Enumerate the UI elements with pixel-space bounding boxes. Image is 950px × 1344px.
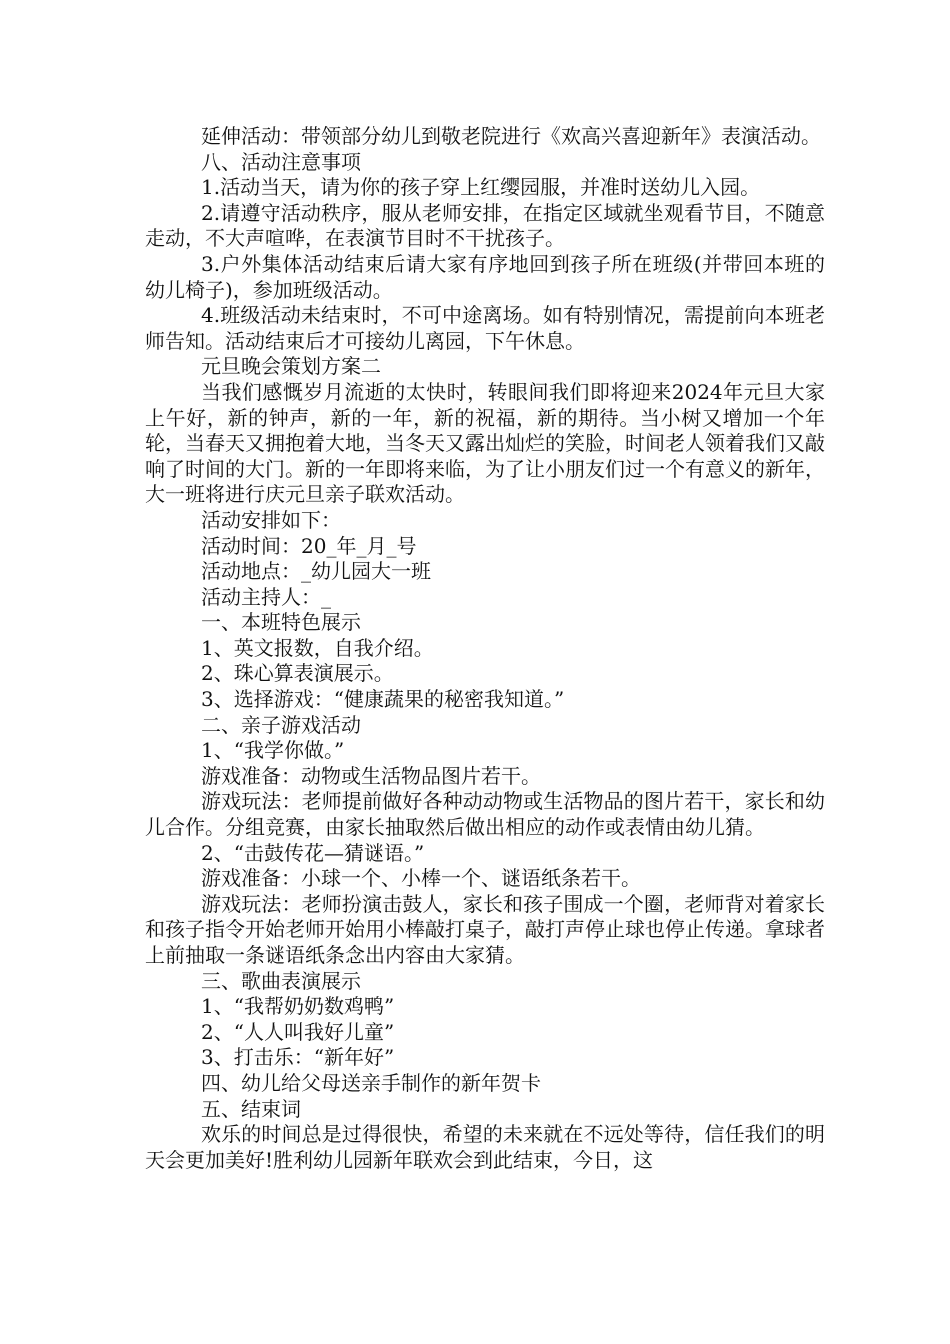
paragraph-extension-activity: 延伸活动：带领部分幼儿到敬老院进行《欢高兴喜迎新年》表演活动。 — [201, 124, 821, 148]
list-item: 2、“击鼓传花—猜谜语。” — [201, 840, 425, 865]
heading-section-3: 三、歌曲表演展示 — [201, 968, 361, 993]
list-item: 3、打击乐：“新年好” — [201, 1045, 395, 1070]
paragraph-game-rules: 游戏玩法：老师扮演击鼓人，家长和孩子围成一个圈，老师背对着家长和孩子指令开始老师开始用小棒敲打桌子，敲打声停止球也停止传递。拿球者上前抽取一条谜语纸条念出内容由大家猜。 — [145, 891, 825, 967]
list-item: 1.活动当天，请为你的孩子穿上红缨园服，并准时送幼儿入园。 — [201, 175, 761, 200]
heading-section-8: 八、活动注意事项 — [201, 149, 361, 174]
list-item: 1、“我学你做。” — [201, 738, 345, 763]
list-item: 2、珠心算表演展示。 — [201, 661, 394, 686]
list-item: 2、“人人叫我好儿童” — [201, 1019, 395, 1044]
list-item: 1、英文报数，自我介绍。 — [201, 635, 434, 660]
paragraph-location: 活动地点：_幼儿园大一班 — [201, 559, 431, 584]
heading-section-4: 四、幼儿给父母送亲手制作的新年贺卡 — [201, 1070, 541, 1095]
list-item: 2.请遵守活动秩序，服从老师安排，在指定区域就坐观看节目，不随意走动，不大声喧哗，在表演节目时不干扰孩子。 — [145, 200, 825, 251]
list-item: 1、“我帮奶奶数鸡鸭” — [201, 994, 395, 1019]
paragraph-time: 活动时间：20_年_月_号 — [201, 533, 417, 558]
heading-section-5: 五、结束词 — [201, 1096, 301, 1121]
paragraph-game-prep: 游戏准备：小球一个、小棒一个、谜语纸条若干。 — [201, 866, 641, 891]
heading-section-1: 一、本班特色展示 — [201, 610, 361, 635]
paragraph-host: 活动主持人：_ — [201, 584, 331, 609]
paragraph-schedule: 活动安排如下： — [201, 507, 341, 532]
document-body — [145, 124, 825, 1173]
paragraph-game-prep: 游戏准备：动物或生活物品图片若干。 — [201, 763, 541, 788]
paragraph-intro: 当我们感慨岁月流逝的太快时，转眼间我们即将迎来2024年元旦大家上午好，新的钟声，新的一年，新的祝福，新的期待。当小树又增加一个年轮，当春天又拥抱着大地，当冬天又露出灿烂的笑脸，时间老人领着我们又敲响了时间的大门。新的一年即将来临，为了让小朋友们过一个有意义的新年，大一班将进行庆元旦亲子联欢活动。 — [145, 379, 825, 507]
heading-section-2: 二、亲子游戏活动 — [201, 712, 361, 737]
list-item: 3.户外集体活动结束后请大家有序地回到孩子所在班级(并带回本班的幼儿椅子)，参加班级活动。 — [145, 251, 825, 302]
paragraph-closing: 欢乐的时间总是过得很快，希望的未来就在不远处等待，信任我们的明天会更加美好!胜利幼儿园新年联欢会到此结束，今日，这 — [145, 1122, 825, 1172]
heading-plan-two: 元旦晚会策划方案二 — [201, 354, 381, 379]
paragraph-game-rules: 游戏玩法：老师提前做好各种动动物或生活物品的图片若干，家长和幼儿合作。分组竞赛，由家长抽取然后做出相应的动作或表情由幼儿猜。 — [145, 789, 825, 840]
list-item: 3、选择游戏：“健康蔬果的秘密我知道。” — [201, 687, 565, 712]
list-item: 4.班级活动未结束时，不可中途离场。如有特别情况，需提前向本班老师告知。活动结束后才可接幼儿离园，下午休息。 — [145, 303, 825, 353]
